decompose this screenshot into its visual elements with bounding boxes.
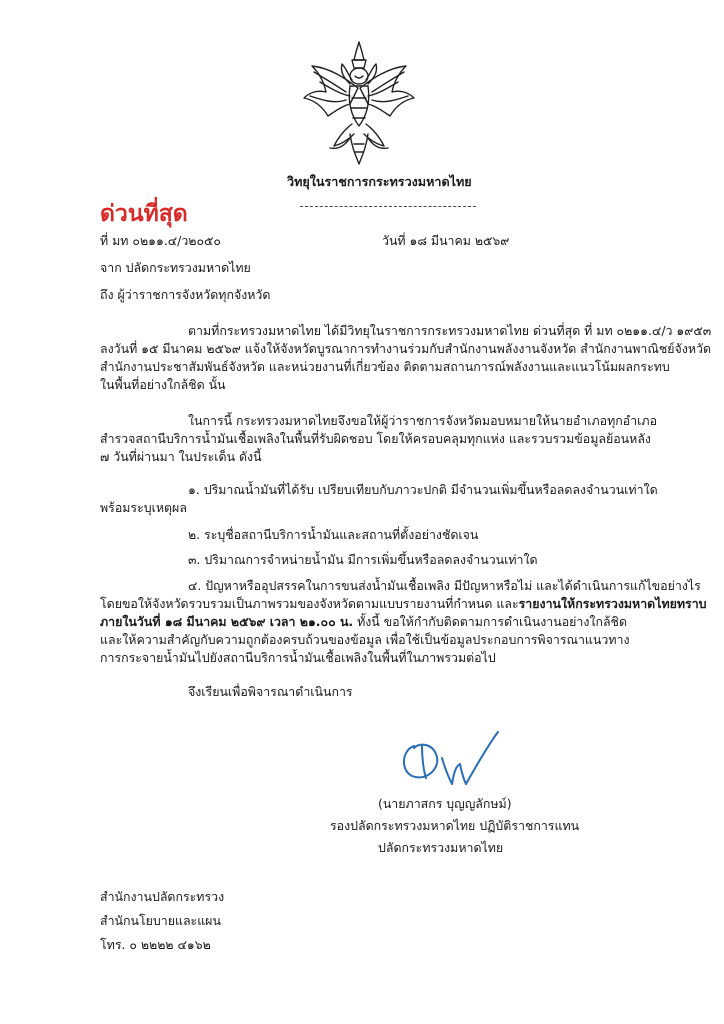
paragraph-2-line: สำรวจสถานีบริการน้ำมันเชื้อเพลิงในพื้นที่รับผิดชอบ โดยให้ครอบคลุมทุกแห่ง และรวบรวมข้อมูลย้อนหลัง bbox=[100, 431, 651, 446]
item-4-text: โดยขอให้จังหวัดรวบรวมเป็นภาพรวมของจังหวัดตามแบบรายงานที่กำหนด และ bbox=[100, 596, 519, 611]
paragraph-1-line: ตามที่กระทรวงมหาดไทย ได้มีวิทยุในราชการกระทรวงมหาดไทย ด่วนที่สุด ที่ มท ๐๒๑๑.๔/ว ๑๙๕๓ bbox=[188, 323, 712, 338]
header-divider bbox=[300, 206, 476, 207]
item-2: ๒. ระบุชื่อสถานีบริการน้ำมันและสถานที่ตั้งอย่างชัดเจน bbox=[188, 527, 479, 542]
item-3: ๓. ปริมาณการจำหน่ายน้ำมัน มีการเพิ่มขึ้นหรือลดลงจำนวนเท่าใด bbox=[188, 552, 538, 567]
paragraph-1-line: สำนักงานประชาสัมพันธ์จังหวัด และหน่วยงานที่เกี่ยวข้อง ติดตามสถานการณ์พลังงานและแนวโน้มผลกระทบ bbox=[100, 359, 670, 374]
garuda-emblem-icon bbox=[300, 38, 418, 168]
item-4: ๔. ปัญหาหรืออุปสรรคในการขนส่งน้ำมันเชื้อเพลิง มีปัญหาหรือไม่ และได้ดำเนินการแก้ไขอย่างไร bbox=[188, 578, 701, 593]
urgency-label: ด่วนที่สุด bbox=[100, 201, 188, 227]
signatory-name: (นายภาสกร บุญญลักษม์) bbox=[378, 796, 512, 811]
item-4-line-3 bbox=[100, 614, 627, 630]
signatory-position-2: ปลัดกระทรวงมหาดไทย bbox=[378, 840, 504, 855]
document-date: วันที่ ๑๘ มีนาคม ๒๕๖๙ bbox=[382, 233, 510, 248]
footer-division: สำนักนโยบายและแผน bbox=[100, 913, 221, 928]
paragraph-2-line: ๗ วันที่ผ่านมา ในประเด็น ดังนี้ bbox=[100, 449, 262, 464]
closing-line: จึงเรียนเพื่อพิจารณาดำเนินการ bbox=[188, 684, 353, 699]
radio-title: วิทยุในราชการกระทรวงมหาดไทย bbox=[287, 174, 472, 189]
paragraph-1-line: ลงวันที่ ๑๕ มีนาคม ๒๕๖๙ แจ้งให้จังหวัดบูรณาการทำงานร่วมกับสำนักงานพลังงานจังหวัด สำนักงานพาณิชย์จังหวัด bbox=[100, 341, 712, 356]
document-number: ที่ มท ๐๒๑๑.๔/ว๒๐๕๐ bbox=[100, 233, 221, 248]
recipient-line: ถึง ผู้ว่าราชการจังหวัดทุกจังหวัด bbox=[100, 287, 271, 302]
paragraph-1-line: ในพื้นที่อย่างใกล้ชิด นั้น bbox=[100, 377, 226, 392]
footer-phone: โทร. ๐ ๒๒๒๒ ๔๑๖๒ bbox=[100, 937, 211, 952]
sender-line: จาก ปลัดกระทรวงมหาดไทย bbox=[100, 260, 251, 275]
footer-office: สำนักงานปลัดกระทรวง bbox=[100, 889, 225, 904]
handwritten-signature bbox=[392, 728, 504, 790]
deadline-date: ภายในวันที่ ๑๘ มีนาคม ๒๕๖๙ เวลา ๒๑.๐๐ น. bbox=[100, 614, 354, 629]
item-1-continuation: พร้อมระบุเหตุผล bbox=[100, 500, 187, 515]
item-4-line-2 bbox=[100, 596, 707, 612]
signatory-position: รองปลัดกระทรวงมหาดไทย ปฏิบัติราชการแทน bbox=[330, 818, 580, 833]
item-1: ๑. ปริมาณน้ำมันที่ได้รับ เปรียบเทียบกับภาวะปกติ มีจำนวนเพิ่มขึ้นหรือลดลงจำนวนเท่าใด bbox=[188, 482, 658, 497]
paragraph-2-line: ในการนี้ กระทรวงมหาดไทยจึงขอให้ผู้ว่าราชการจังหวัดมอบหมายให้นายอำเภอทุกอำเภอ bbox=[188, 413, 658, 428]
item-4-line-4: และให้ความสำคัญกับความถูกต้องครบถ้วนของข้อมูล เพื่อใช้เป็นข้อมูลประกอบการพิจารณาแนวทาง bbox=[100, 632, 630, 647]
item-4-line-5: การกระจายน้ำมันไปยังสถานีบริการน้ำมันเชื้อเพลิงในพื้นที่ในภาพรวมต่อไป bbox=[100, 650, 496, 665]
item-4-text: ทั้งนี้ ขอให้กำกับติดตามการดำเนินงานอย่างใกล้ชิด bbox=[353, 614, 628, 629]
deadline-emphasis: รายงานให้กระทรวงมหาดไทยทราบ bbox=[518, 596, 707, 611]
